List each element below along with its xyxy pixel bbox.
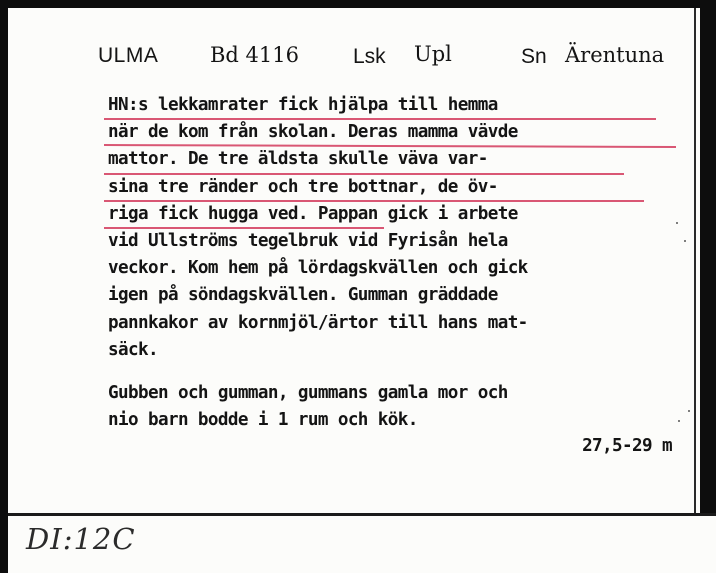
text-line: när de kom från skolan. Deras mamma vävde bbox=[108, 122, 518, 143]
scan-edge-left bbox=[0, 0, 8, 573]
text-line: pannkakor av kornmjöl/ärtor till hans mat- bbox=[108, 312, 528, 333]
socken-value: Ärentuna bbox=[565, 43, 665, 67]
card-bottom-edge bbox=[8, 513, 716, 516]
text-line: mattor. De tre äldsta skulle väva var- bbox=[108, 149, 488, 170]
dust-speck bbox=[676, 222, 678, 224]
text-line: riga fick hugga ved. Pappan gick i arbete bbox=[108, 203, 518, 224]
scan-edge-right bbox=[700, 0, 716, 515]
handwritten-signum: DI:12C bbox=[26, 522, 136, 556]
dust-speck bbox=[688, 410, 690, 412]
dust-speck bbox=[678, 420, 680, 422]
volume-number: Bd 4116 bbox=[210, 43, 299, 67]
measurement-reference: 27,5-29 m bbox=[582, 436, 672, 456]
socken-label: Sn bbox=[521, 45, 547, 68]
text-line: veckor. Kom hem på lördagskvällen och gick bbox=[108, 258, 528, 279]
text-line: nio barn bodde i 1 rum och kök. bbox=[108, 410, 418, 431]
text-line: säck. bbox=[108, 339, 158, 360]
archive-name: ULMA bbox=[98, 44, 159, 67]
landskap-value: Upl bbox=[414, 42, 452, 66]
text-line: vid Ullströms tegelbruk vid Fyrisån hela bbox=[108, 230, 508, 251]
landskap-label: Lsk bbox=[353, 45, 386, 68]
text-line: sina tre ränder och tre bottnar, de öv- bbox=[108, 176, 498, 197]
record-paragraph-1 bbox=[108, 92, 698, 364]
dust-speck bbox=[684, 240, 686, 242]
text-line: igen på söndagskvällen. Gumman gräddade bbox=[108, 285, 498, 306]
scan-edge-top bbox=[0, 0, 716, 8]
record-paragraph-2 bbox=[108, 380, 698, 434]
text-line: Gubben och gumman, gummans gamla mor och bbox=[108, 383, 508, 403]
text-line: HN:s lekkamrater fick hjälpa till hemma bbox=[108, 95, 498, 115]
